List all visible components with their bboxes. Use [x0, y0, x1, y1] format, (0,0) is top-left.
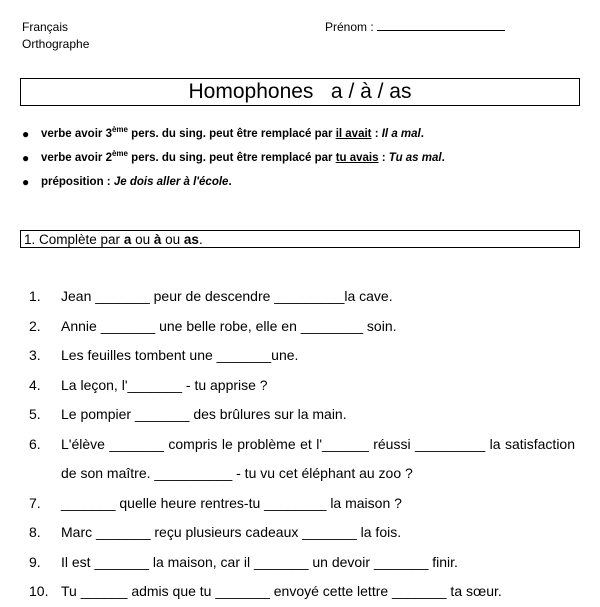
subject-label: Français: [22, 20, 69, 34]
list-item: [29, 312, 575, 342]
header-left: [22, 19, 89, 53]
exercise-title: 1. Complète par a ou à ou as.: [20, 230, 580, 248]
item-text: _______ quelle heure rentres-tu ________ la maison ?: [61, 494, 402, 511]
item-number: 4.: [29, 376, 41, 393]
bullet-icon: ●: [22, 175, 30, 189]
rule-item: ● verbe avoir 2ème pers. du sing. peut être remplacé par tu avais : Tu as mal.: [22, 146, 582, 170]
list-item: [29, 371, 575, 401]
list-item: [29, 548, 575, 578]
item-text: Il est _______ la maison, car il _______ un devoir _______ finir.: [61, 553, 458, 570]
name-field: [325, 19, 505, 36]
topic-label: Orthographe: [22, 37, 90, 51]
item-text: La leçon, l'_______ - tu apprise ?: [61, 376, 268, 393]
item-text: Marc _______ reçu plusieurs cadeaux _______ la fois.: [61, 524, 402, 540]
rules-list: [22, 122, 582, 194]
rule-item: ● verbe avoir 3ème pers. du sing. peut être remplacé par il avait : Il a mal.: [22, 122, 582, 146]
list-item: [29, 341, 575, 371]
item-number: 2.: [29, 317, 41, 334]
bullet-icon: ●: [22, 127, 30, 141]
bullet-icon: ●: [22, 151, 30, 165]
item-text: Annie _______ une belle robe, elle en ________ soin.: [61, 317, 397, 334]
list-item: [29, 400, 575, 430]
item-text: Le pompier _______ des brûlures sur la main.: [61, 406, 347, 422]
rule-item: ● préposition : Je dois aller à l'école.: [22, 170, 582, 194]
name-blank-line: [377, 20, 505, 31]
item-number: 7.: [29, 494, 41, 511]
item-number: 8.: [29, 524, 41, 540]
item-number: 6.: [29, 435, 41, 452]
list-item: [29, 577, 575, 607]
exercise-list: [29, 282, 575, 607]
item-text: Les feuilles tombent une _______une.: [61, 347, 299, 363]
item-number: 5.: [29, 406, 41, 422]
item-text: L'élève _______ compris le problème et l'______ réussi _________ la satisfaction de son maître. __________ - tu vu cet éléphant au zoo ?: [61, 435, 575, 481]
item-number: 10.: [29, 583, 49, 599]
list-item: [29, 489, 575, 519]
list-item: [29, 282, 575, 312]
item-number: 1.: [29, 288, 41, 304]
item-text: Tu ______ admis que tu _______ envoyé cette lettre _______ ta sœur.: [61, 583, 502, 599]
item-number: 3.: [29, 347, 41, 363]
name-label: Prénom :: [325, 20, 374, 34]
list-item: [29, 430, 575, 489]
item-number: 9.: [29, 553, 41, 570]
item-text: Jean _______ peur de descendre _________la cave.: [61, 288, 393, 304]
list-item: [29, 518, 575, 548]
page-title: Homophones a / à / as: [20, 78, 580, 106]
